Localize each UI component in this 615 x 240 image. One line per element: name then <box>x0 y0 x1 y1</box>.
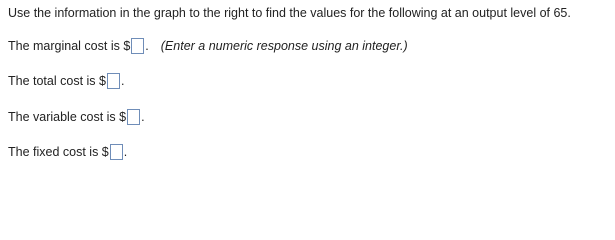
marginal-cost-label: The marginal cost is $ <box>8 39 131 53</box>
marginal-cost-period: . <box>145 39 149 53</box>
total-cost-period: . <box>120 74 125 88</box>
total-cost-input[interactable] <box>107 73 120 89</box>
marginal-cost-row <box>8 36 408 56</box>
fixed-cost-input[interactable] <box>110 144 123 160</box>
total-cost-label: The total cost is $ <box>8 74 106 88</box>
fixed-cost-period: . <box>123 145 128 159</box>
fixed-cost-row <box>8 142 127 162</box>
fixed-cost-label: The fixed cost is $ <box>8 145 109 159</box>
variable-cost-input[interactable] <box>127 109 140 125</box>
question-instruction: Use the information in the graph to the right to find the values for the following at an output level of 65. <box>8 6 571 20</box>
variable-cost-period: . <box>141 110 145 124</box>
variable-cost-row <box>8 107 145 127</box>
marginal-cost-input[interactable] <box>131 38 144 54</box>
instruction-line <box>8 3 571 23</box>
variable-cost-label: The variable cost is $ <box>8 110 127 124</box>
marginal-cost-hint: (Enter a numeric response using an integer.) <box>160 39 408 53</box>
total-cost-row <box>8 71 124 91</box>
